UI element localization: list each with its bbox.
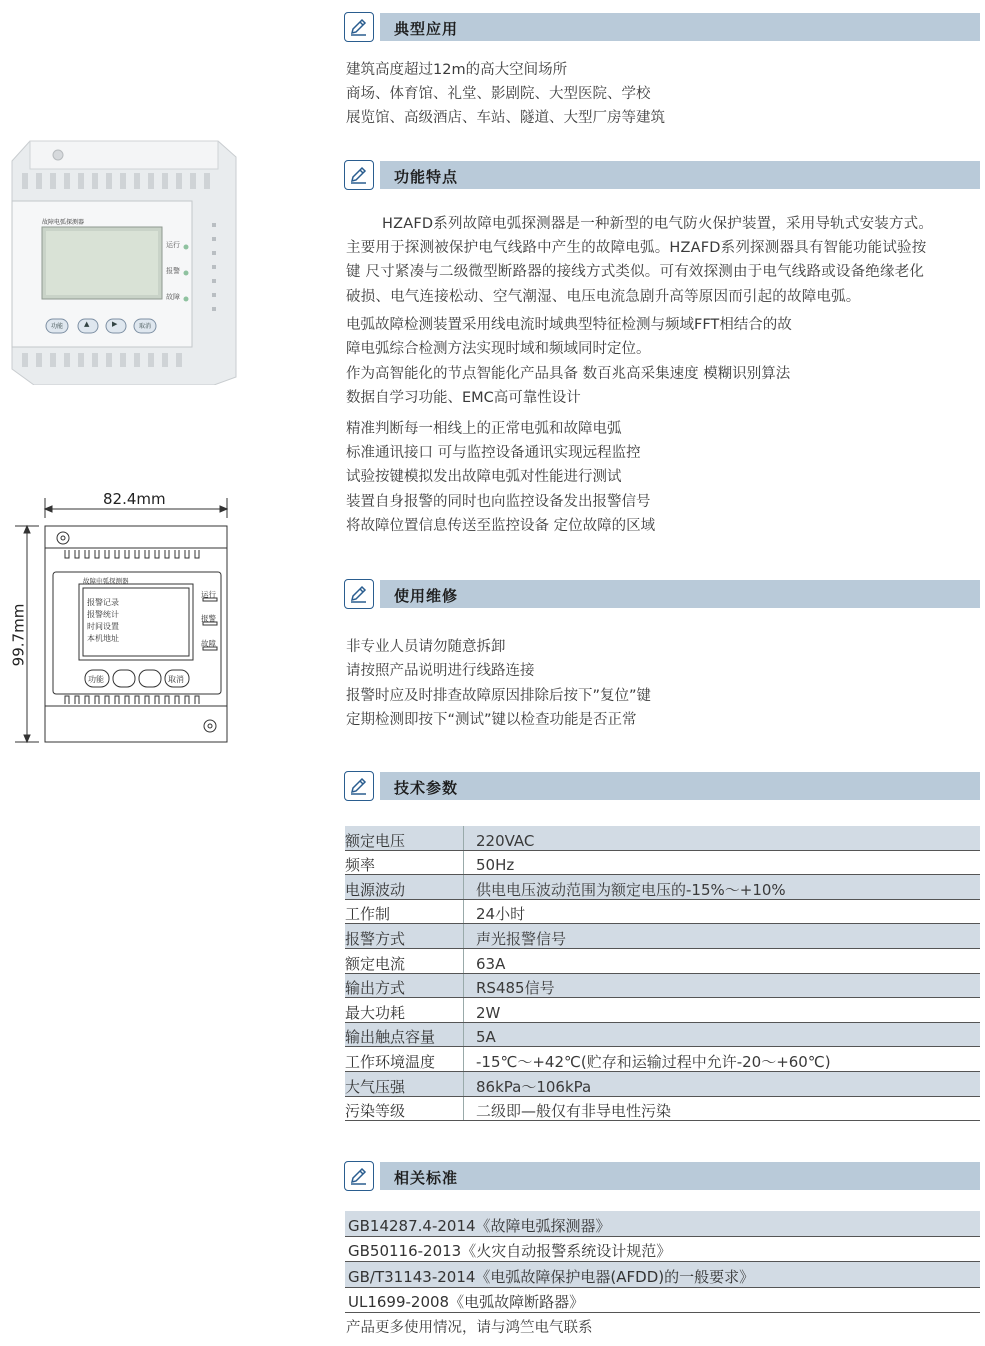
device-led-run: 运行 [166, 241, 180, 249]
height-dimension-label: 99.7mm [9, 603, 28, 667]
section-header-params [344, 771, 980, 801]
features-g2-3: 装置自身报警的同时也向监控设备发出报警信号 [346, 494, 651, 510]
drawing-btn-cancel: 取消 [168, 675, 184, 684]
param-key: 污染等级 [345, 1096, 464, 1121]
features-g1-2: 作为高智能化的节点智能化产品具备 数百兆高采集速度 模糊识别算法 [346, 366, 791, 382]
table-row [345, 1047, 980, 1072]
table-row [345, 899, 980, 924]
dimension-drawing [5, 488, 245, 750]
param-key: 输出触点容量 [345, 1022, 464, 1047]
section-title: 典型应用 [394, 20, 459, 38]
table-row [345, 826, 980, 850]
apps-line-2: 展览馆、高级酒店、车站、隧道、大型厂房等建筑 [346, 110, 665, 126]
drawing-menu-1: 报警统计 [87, 610, 119, 619]
param-value: 5A [464, 1022, 981, 1047]
param-key: 工作环境温度 [345, 1047, 464, 1072]
features-para-3: 破损、电气连接松动、空气潮湿、电压电流急剧升高等原因而引起的故障电弧。 [346, 289, 861, 305]
param-key: 大气压强 [345, 1071, 464, 1096]
param-value: -15℃～+42℃(贮存和运输过程中允许-20～+60℃) [464, 1047, 981, 1072]
table-row [345, 924, 980, 949]
device-photo [8, 133, 240, 385]
standard-item: GB50116-2013《火灾自动报警系统设计规范》 [345, 1236, 980, 1262]
param-value: 供电电压波动范围为额定电压的-15%～+10% [464, 875, 981, 900]
section-title: 相关标准 [394, 1169, 459, 1187]
usage-line-1: 请按照产品说明进行线路连接 [346, 663, 535, 679]
param-key: 频率 [345, 850, 464, 875]
table-row [345, 1096, 980, 1121]
table-row [345, 948, 980, 973]
param-key: 工作制 [345, 899, 464, 924]
device-led-alarm: 报警 [166, 267, 180, 275]
standard-item: UL1699-2008《电弧故障断路器》 [345, 1287, 980, 1313]
param-value: 声光报警信号 [464, 924, 981, 949]
param-key: 输出方式 [345, 973, 464, 998]
drawing-btn-function: 功能 [88, 675, 104, 684]
table-row [345, 1071, 980, 1096]
usage-line-3: 定期检测即按下“测试”键以检查功能是否正常 [346, 712, 637, 728]
width-dimension-label: 82.4mm [103, 490, 166, 508]
standard-item: GB/T31143-2014《电弧故障保护电器(AFDD)的一般要求》 [345, 1262, 980, 1288]
device-btn-cancel: 取消 [139, 323, 152, 330]
table-row [345, 973, 980, 998]
features-g2-0: 精准判断每一相线上的正常电弧和故障电弧 [346, 421, 622, 437]
usage-line-0: 非专业人员请勿随意拆卸 [346, 639, 506, 655]
section-header-apps [344, 12, 980, 42]
param-key: 额定电流 [345, 948, 464, 973]
device-btn-function: 功能 [51, 323, 64, 330]
section-title: 使用维修 [394, 587, 459, 605]
param-value: 63A [464, 948, 981, 973]
param-value: 24小时 [464, 899, 981, 924]
pencil-icon [344, 579, 374, 609]
device-btn-up: ▲ [84, 320, 90, 328]
param-key: 额定电压 [345, 826, 464, 850]
table-row [345, 1022, 980, 1047]
param-value: 220VAC [464, 826, 981, 850]
param-key: 最大功耗 [345, 998, 464, 1023]
pencil-icon [344, 160, 374, 190]
drawing-led-alarm: 报警 [201, 614, 216, 623]
table-row [345, 1211, 980, 1236]
drawing-menu-2: 时间设置 [87, 622, 119, 631]
table-row [345, 850, 980, 875]
param-value: 50Hz [464, 850, 981, 875]
apps-line-1: 商场、体育馆、礼堂、影剧院、大型医院、学校 [346, 86, 651, 102]
param-key: 电源波动 [345, 875, 464, 900]
section-title: 功能特点 [394, 168, 459, 186]
section-header-standards [344, 1161, 980, 1191]
table-row [345, 998, 980, 1023]
features-g2-4: 将故障位置信息传送至监控设备 定位故障的区域 [346, 518, 656, 534]
apps-line-0: 建筑高度超过12m的高大空间场所 [346, 62, 568, 78]
standard-item: GB14287.4-2014《故障电弧探测器》 [345, 1211, 980, 1236]
features-para-2: 键 尺寸紧凑与二级微型断路器的接线方式类似。可有效探测由于电气线路或设备绝缘老化 [346, 264, 925, 280]
device-title: 故障电弧探测器 [42, 219, 85, 226]
pencil-icon [344, 1161, 374, 1191]
device-led-fault: 故障 [166, 293, 180, 301]
drawing-led-fault: 故障 [201, 639, 216, 648]
device-btn-right: ▶ [112, 320, 118, 328]
standards-table [345, 1211, 980, 1313]
features-g2-2: 试验按键模拟发出故障电弧对性能进行测试 [346, 469, 622, 485]
table-row [345, 1287, 980, 1313]
param-value: 二级即—般仅有非导电性污染 [464, 1096, 981, 1121]
usage-line-2: 报警时应及时排查故障原因排除后按下”复位”键 [346, 688, 652, 704]
drawing-title: 故障电弧探测器 [83, 577, 129, 585]
contact-footer: 产品更多使用情况，请与鸿竺电气联系 [346, 1320, 593, 1336]
section-header-features [344, 160, 980, 190]
features-para-0: HZAFD系列故障电弧探测器是一种新型的电气防火保护装置，采用导轨式安装方式。 [382, 216, 934, 232]
table-row [345, 1236, 980, 1262]
table-row [345, 1262, 980, 1288]
section-header-usage [344, 579, 980, 609]
drawing-menu-0: 报警记录 [87, 598, 119, 607]
params-table [345, 826, 980, 1121]
param-key: 报警方式 [345, 924, 464, 949]
features-g1-0: 电弧故障检测装置采用线电流时域典型特征检测与频域FFT相结合的故 [346, 317, 792, 333]
drawing-led-run: 运行 [201, 590, 216, 599]
param-value: RS485信号 [464, 973, 981, 998]
features-g1-1: 障电弧综合检测方法实现时域和频域同时定位。 [346, 341, 651, 357]
features-para-1: 主要用于探测被保护电气线路中产生的故障电弧。HZAFD系列探测器具有智能功能试验按 [346, 240, 927, 256]
param-value: 86kPa～106kPa [464, 1071, 981, 1096]
param-value: 2W [464, 998, 981, 1023]
features-g2-1: 标准通讯接口 可与监控设备通讯实现远程监控 [346, 445, 641, 461]
features-g1-3: 数据自学习功能、EMC高可靠性设计 [346, 390, 581, 406]
pencil-icon [344, 771, 374, 801]
pencil-icon [344, 12, 374, 42]
drawing-menu-3: 本机地址 [87, 634, 119, 643]
table-row [345, 875, 980, 900]
section-title: 技术参数 [394, 779, 459, 797]
